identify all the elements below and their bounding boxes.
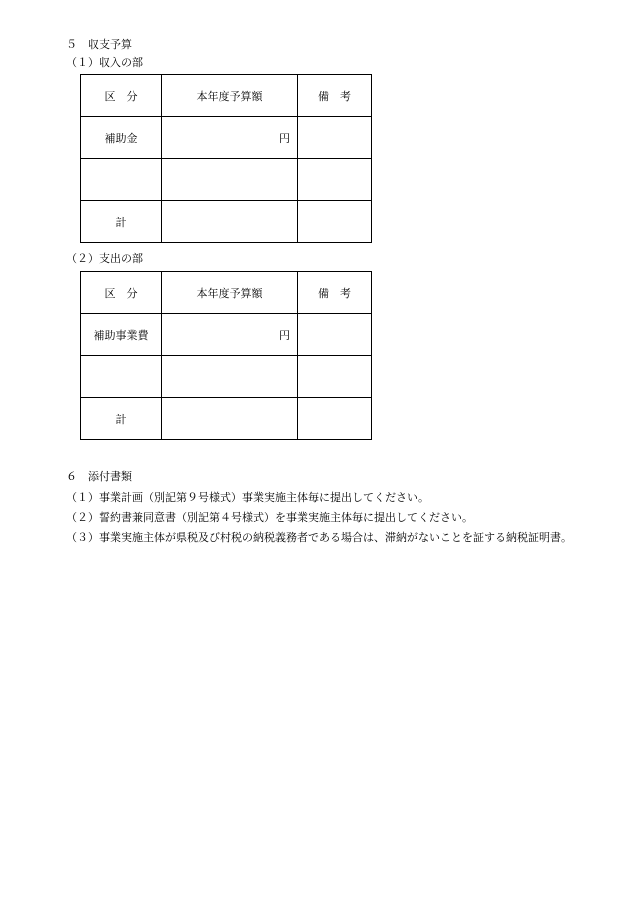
table-total-row [81,398,372,440]
table-row [81,314,372,356]
amount-cell: 円 [162,314,298,356]
amount-cell: 円 [162,117,298,159]
table-row [81,117,372,159]
total-amount-cell [162,201,298,243]
expense-table [80,271,372,440]
attachment-item: （１）事業計画（別記第９号様式）事業実施主体毎に提出してください。 [66,491,429,504]
amount-cell [162,159,298,201]
header-note: 備 考 [298,272,372,314]
total-label-cell: 計 [81,398,162,440]
total-note-cell [298,398,372,440]
category-cell: 補助金 [81,117,162,159]
income-table [80,74,372,243]
note-cell [298,117,372,159]
income-title: （１）収入の部 [66,56,143,69]
total-label-cell: 計 [81,201,162,243]
header-amount: 本年度予算額 [162,272,298,314]
amount-cell [162,356,298,398]
header-amount: 本年度予算額 [162,75,298,117]
header-category: 区 分 [81,75,162,117]
category-cell [81,356,162,398]
total-amount-cell [162,398,298,440]
note-cell [298,314,372,356]
expense-title: （２）支出の部 [66,252,143,265]
attachment-item: （３）事業実施主体が県税及び村税の納税義務者である場合は、滞納がないことを証する納税証明書。 [66,531,572,544]
total-note-cell [298,201,372,243]
table-row [81,356,372,398]
table-total-row [81,201,372,243]
attachments-heading: ６ 添付書類 [66,470,132,483]
note-cell [298,356,372,398]
budget-heading: ５ 収支予算 [66,38,132,51]
note-cell [298,159,372,201]
attachment-item: （２）誓約書兼同意書（別記第４号様式）を事業実施主体毎に提出してください。 [66,511,473,524]
header-note: 備 考 [298,75,372,117]
table-row [81,159,372,201]
category-cell: 補助事業費 [81,314,162,356]
header-category: 区 分 [81,272,162,314]
table-header-row [81,272,372,314]
category-cell [81,159,162,201]
table-header-row [81,75,372,117]
